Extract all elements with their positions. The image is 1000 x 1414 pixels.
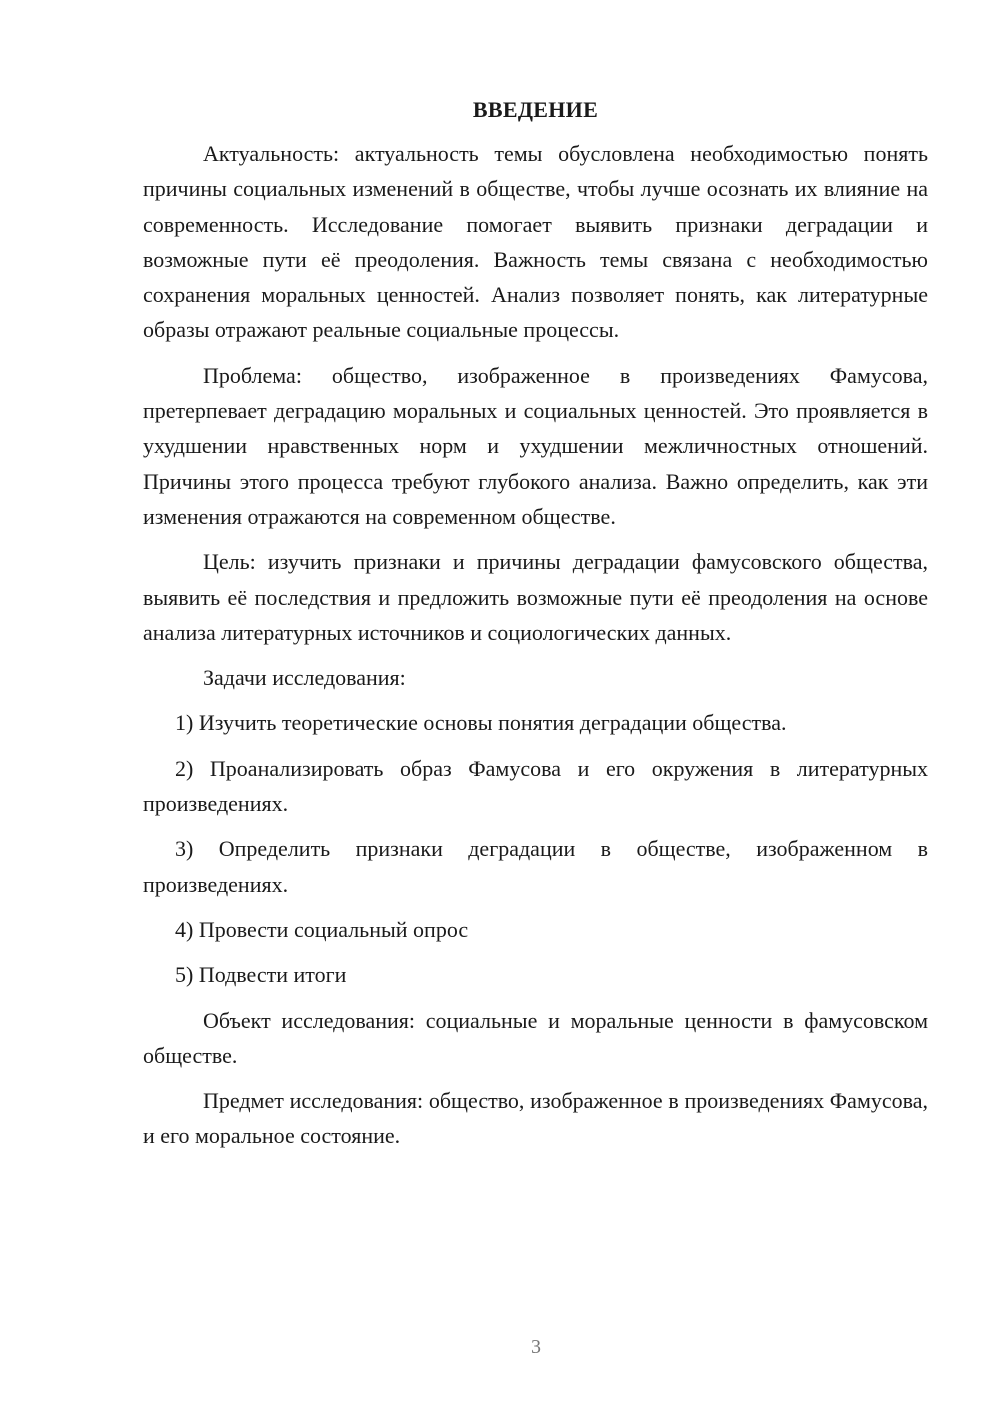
- problem-paragraph: Проблема: общество, изображенное в произведениях Фамусова, претерпевает деградацию моральных и социальных ценностей. Это проявляется в ухудшении нравственных норм и ухудшении межличностных отношений. Причины этого процесса требуют глубокого анализа. Важно определить, как эти изменения отражаются на современном обществе.: [143, 362, 928, 529]
- task-item: 5) Подвести итоги: [175, 962, 347, 988]
- goal-paragraph: Цель: изучить признаки и причины деградации фамусовского общества, выявить её последствия и предложить возможные пути её преодоления на основе анализа литературных источников и социологических данных.: [143, 549, 928, 645]
- document-page: [143, 94, 928, 1164]
- task-item: 3) Определить признаки деградации в обществе, изображенном в произведениях.: [143, 836, 928, 897]
- page-number: 3: [531, 1336, 541, 1358]
- subject-paragraph: Предмет исследования: общество, изображенное в произведениях Фамусова, и его моральное состояние.: [143, 1088, 928, 1149]
- tasks-heading: Задачи исследования:: [203, 665, 406, 691]
- object-paragraph: Объект исследования: социальные и моральные ценности в фамусовском обществе.: [143, 1007, 928, 1068]
- task-item: 4) Провести социальный опрос: [175, 916, 469, 942]
- section-title: ВВЕДЕНИЕ: [472, 97, 599, 122]
- tasks-list: [143, 705, 928, 992]
- relevance-paragraph: Актуальность: актуальность темы обусловлена необходимостью понять причины социальных изменений в обществе, чтобы лучше осознать их влияние на современность. Исследование помогает выявить признаки деградации и возможные пути её преодоления. Важность темы связана с необходимостью сохранения моральных ценностей. Анализ позволяет понять, как литературные образы отражают реальные социальные процессы.: [143, 141, 928, 343]
- task-item: 2) Проанализировать образ Фамусова и его окружения в литературных произведениях.: [143, 755, 928, 817]
- task-item: 1) Изучить теоретические основы понятия деградации общества.: [175, 710, 787, 736]
